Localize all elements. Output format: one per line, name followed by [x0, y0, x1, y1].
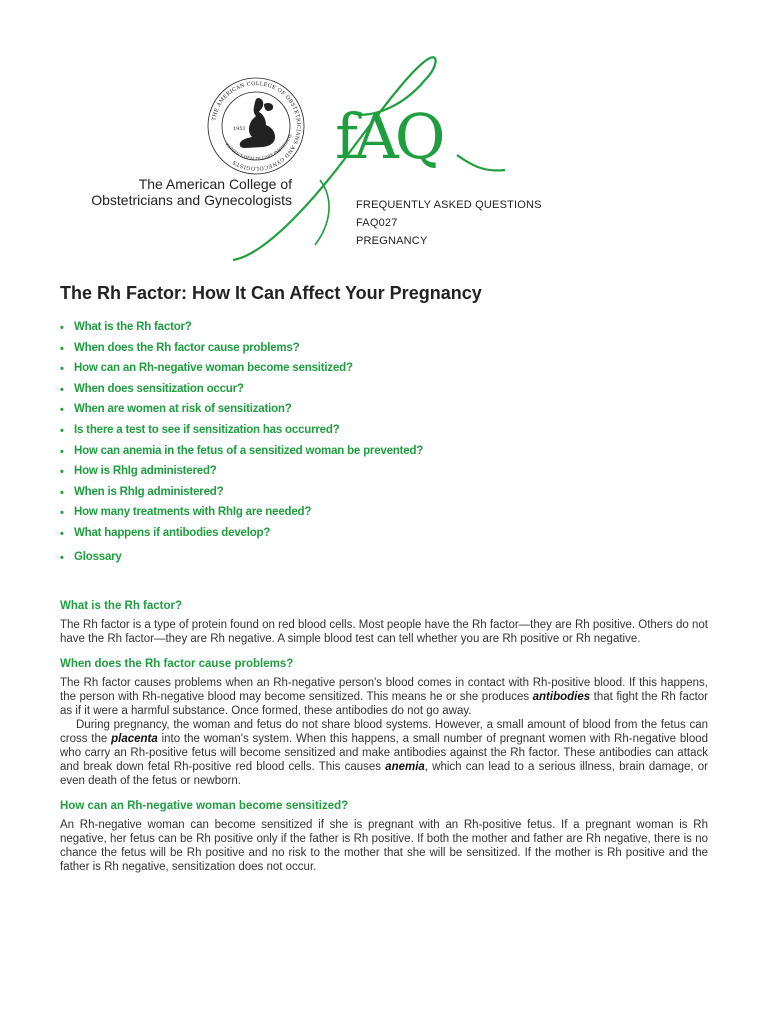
meta-faq-number: FAQ027 [356, 217, 398, 229]
meta-topic: PREGNANCY [356, 235, 428, 247]
bullet-icon: • [60, 383, 64, 396]
organization-name-line2: Obstetricians and Gynecologists [91, 192, 292, 208]
toc-item[interactable]: • When does sensitization occur? [60, 382, 244, 396]
glossary-term-antibodies: antibodies [532, 691, 591, 703]
table-of-contents [60, 321, 423, 571]
toc-item[interactable]: • What happens if antibodies develop? [60, 526, 271, 540]
organization-name-line1: The American College of [138, 176, 292, 192]
toc-item[interactable]: • When are women at risk of sensitization? [60, 403, 292, 417]
section-paragraph: An Rh-negative woman can become sensitized if she is pregnant with an Rh-positive fetus. If a pregnant woman is Rh negative, her fetus can be Rh positive only if the father is Rh positive. If both the mother and father are Rh negative, there is no chance the fetus will be Rh positive and no risk to the mother that she will be sensitized. If the mother is Rh positive and the father is Rh negative, sensitization does not occur. [60, 819, 708, 873]
bullet-icon: • [60, 404, 64, 417]
svg-text:WOMEN'S HEALTH CARE PHYSICIANS: WOMEN'S HEALTH CARE PHYSICIANS [224, 133, 293, 161]
glossary-term-placenta: placenta [111, 733, 158, 745]
article-body [60, 600, 708, 886]
bullet-icon: • [60, 424, 64, 437]
section-heading: How can an Rh-negative woman become sensitized? [60, 800, 349, 812]
toc-item-glossary[interactable]: • Glossary [60, 550, 122, 564]
bullet-icon: • [60, 342, 64, 355]
bullet-icon: • [60, 507, 64, 520]
glossary-term-anemia: anemia [385, 761, 425, 773]
organization-name [80, 176, 292, 208]
toc-item[interactable]: • When is RhIg administered? [60, 485, 224, 499]
meta-category: FREQUENTLY ASKED QUESTIONS [356, 199, 542, 211]
toc-item[interactable]: • How can anemia in the fetus of a sensitized woman be prevented? [60, 444, 424, 458]
svg-text:1951: 1951 [233, 126, 246, 132]
toc-item[interactable]: • How can an Rh-negative woman become sensitized? [60, 362, 353, 376]
bullet-icon: • [60, 486, 64, 499]
bullet-icon: • [60, 322, 64, 334]
faq-meta [356, 196, 542, 250]
toc-item[interactable]: • What is the Rh factor? [60, 321, 192, 334]
bullet-icon: • [60, 527, 64, 540]
page-title: The Rh Factor: How It Can Affect Your Pregnancy [60, 283, 482, 303]
section-heading: What is the Rh factor? [60, 600, 183, 612]
toc-item[interactable]: • Is there a test to see if sensitization has occurred? [60, 423, 340, 437]
bullet-icon: • [60, 445, 64, 458]
section-paragraph: The Rh factor causes problems when an Rh-negative person's blood comes in contact with Rh-positive blood. If this happens, the person with Rh-negative blood may become sensitized. This means he or she produces antibodies that fight the Rh factor as if it were a harmful substance. Once formed, these antibodies do not go away. [60, 677, 709, 717]
bullet-icon: • [60, 551, 64, 564]
bullet-icon: • [60, 466, 64, 479]
svg-text:THE AMERICAN COLLEGE OF OBSTET: THE AMERICAN COLLEGE OF OBSTETRICIANS AND GYNECOLOGISTS [211, 80, 302, 172]
toc-item[interactable]: • When does the Rh factor cause problems? [60, 341, 300, 355]
section-paragraph: During pregnancy, the woman and fetus do not share blood systems. However, a small amount of blood from the fetus can cross the placenta into the woman's system. When this happens, a small number of pregnant women with Rh-negative blood who carry an Rh-positive fetus will become sensitized and make antibodies against the Rh factor. These antibodies can attack and break down fetal Rh-positive red blood cells. This causes anemia, which can lead to a serious illness, brain damage, or even death of the fetus or newborn. [60, 719, 709, 787]
toc-item[interactable]: • How is RhIg administered? [60, 465, 217, 479]
section-sensitized [60, 800, 708, 874]
section-heading: When does the Rh factor cause problems? [60, 658, 294, 670]
svg-text:fAQ: fAQ [335, 100, 442, 173]
bullet-icon: • [60, 363, 64, 376]
section-what-is-rh [60, 600, 708, 646]
section-problems [60, 658, 708, 788]
section-paragraph: The Rh factor is a type of protein found on red blood cells. Most people have the Rh factor—they are Rh positive. Others do not have the Rh factor—they are Rh negative. A simple blood test can tell whether you are Rh positive or Rh negative. [60, 619, 708, 645]
toc-item[interactable]: • How many treatments with RhIg are needed? [60, 506, 312, 520]
